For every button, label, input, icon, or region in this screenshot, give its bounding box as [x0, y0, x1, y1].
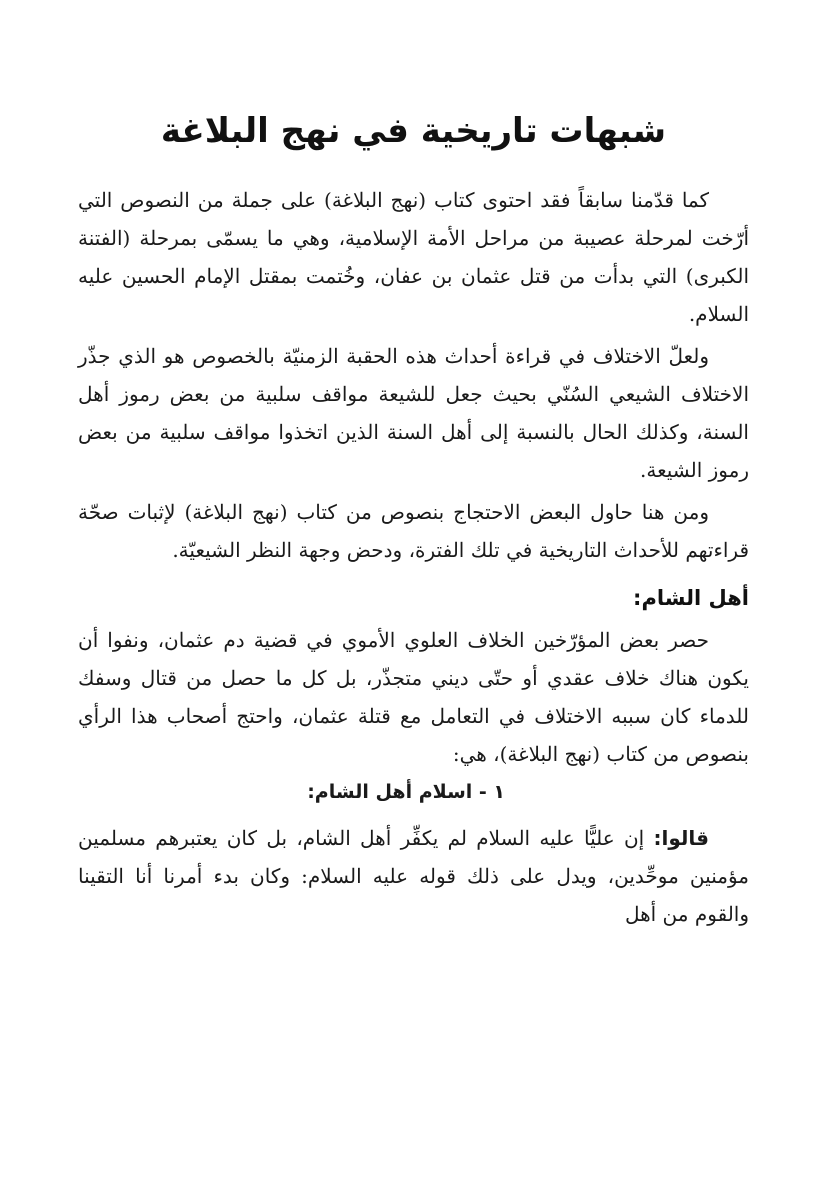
paragraph-3: ومن هنا حاول البعض الاحتجاج بنصوص من كتاب (نهج البلاغة) لإثبات صحّة قراءتهم للأحداث التاريخية في تلك الفترة، ودحض وجهة النظر الشيعيّة.	[78, 500, 749, 562]
paragraph-1: كما قدّمنا سابقاً فقد احتوى كتاب (نهج البلاغة) على جملة من النصوص التي أرّخت لمرحلة عصيبة من مراحل الأمة الإسلامية، وهي ما يسمّى بمرحلة (الفتنة الكبرى) التي بدأت من قتل عثمان بن عفان، وخُتمت بمقتل الإمام الحسين عليه السلام.	[78, 188, 749, 326]
page-title: شبهات تاريخية في نهج البلاغة	[160, 111, 667, 151]
paragraph-2: ولعلّ الاختلاف في قراءة أحداث هذه الحقبة الزمنيّة بالخصوص هو الذي جذّر الاختلاف الشيعي السُنّي بحيث جعل للشيعة مواقف سلبية من بعض رموز أهل السنة، وكذلك الحال بالنسبة إلى أهل السنة الذين اتخذوا مواقف سلبية من بعض رموز الشيعة.	[78, 344, 749, 482]
paragraph-5	[78, 819, 749, 933]
section-heading: أهل الشام:	[633, 586, 749, 610]
paragraph-5-lead: قالوا:	[653, 826, 709, 850]
paragraph-4: حصر بعض المؤرّخين الخلاف العلوي الأموي في قضية دم عثمان، ونفوا أن يكون هناك خلاف عقدي أو حتّى ديني متجذّر، بل كل ما حصل من قتال وسفك للدماء كان سببه الاختلاف في التعامل مع قتلة عثمان، واحتج أصحاب هذا الرأي بنصوص من كتاب (نهج البلاغة)، هي:	[78, 628, 749, 766]
paragraph-5-text: إن عليًّا عليه السلام لم يكفِّر أهل الشام، بل كان يعتبرهم مسلمين مؤمنين موحِّدين، ويدل على ذلك قوله عليه السلام: وكان بدء أمرنا أنا التقينا والقوم من أهل	[78, 826, 749, 926]
subsection-heading: ١ - اسلام أهل الشام:	[307, 781, 505, 803]
